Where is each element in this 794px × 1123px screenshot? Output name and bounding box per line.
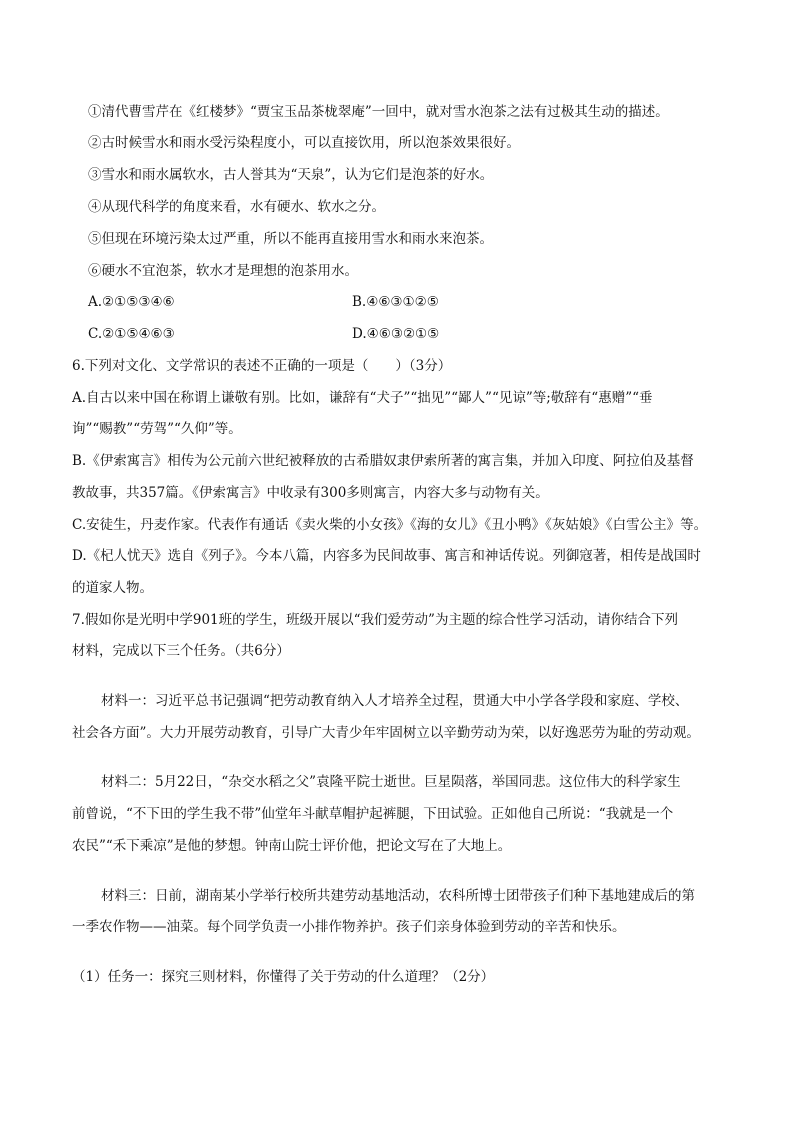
sentence-2: ②古时候雪水和雨水受污染程度小，可以直接饮用，所以泡茶效果很好。 bbox=[88, 135, 520, 151]
sentence-5: ⑤但现在环境污染太过严重，所以不能再直接用雪水和雨水来泡茶。 bbox=[88, 231, 493, 247]
material-3: 材料三：日前，湖南某小学举行校所共建劳动基地活动，农科所博士团带孩子们种下基地建成后的第 bbox=[101, 888, 695, 904]
material-2-cont2: 农民”“禾下乘凉”是他的梦想。钟南山院士评价他，把论文写在了大地上。 bbox=[72, 838, 512, 854]
sentence-3: ③雪水和雨水属软水，古人誉其为“天泉”，认为它们是泡茶的好水。 bbox=[88, 167, 494, 183]
sentence-6: ⑥硬水不宜泡茶，软水才是理想的泡茶用水。 bbox=[88, 263, 358, 279]
material-2: 材料二：5月22日，“杂交水稻之父”袁隆平院士逝世。巨星陨落，举国同悲。这位伟大的科学家生 bbox=[101, 774, 681, 790]
question-7-stem-cont: 材料，完成以下三个任务。（共6分） bbox=[72, 643, 290, 659]
q6-option-b: B.《伊索寓言》相传为公元前六世纪被释放的古希腊奴隶伊索所著的寓言集，并加入印度、阿拉伯及基督 bbox=[72, 453, 694, 469]
q6-option-d-cont: 的道家人物。 bbox=[72, 580, 153, 596]
option-b: B.④⑥③①②⑤ bbox=[352, 294, 439, 310]
material-3-cont: 一季农作物——油菜。每个同学负责一小排作物养护。孩子们亲身体验到劳动的辛苦和快乐。 bbox=[72, 919, 626, 935]
material-1-cont: 社会各方面”。大力开展劳动教育，引导广大青少年牢固树立以辛勤劳动为荣，以好逸恶劳为耻的劳动观。 bbox=[72, 725, 700, 741]
q6-option-d: D.《杞人忧天》选自《列子》。今本八篇，内容多为民间故事、寓言和神话传说。列御寇著，相传是战国时 bbox=[72, 548, 701, 564]
option-d: D.④⑥③②①⑤ bbox=[352, 326, 440, 342]
question-6-stem: 6.下列对文化、文学常识的表述不正确的一项是（ ）（3分） bbox=[72, 358, 452, 374]
q6-option-a: A.自古以来中国在称谓上谦敬有别。比如，谦辞有“犬子”“拙见”“鄙人”“见谅”等;敬辞有“惠赠”“垂 bbox=[72, 390, 653, 406]
material-1: 材料一：习近平总书记强调“把劳动教育纳入人才培养全过程，贯通大中小学各学段和家庭、学校、 bbox=[101, 693, 689, 709]
sentence-4: ④从现代科学的角度来看，水有硬水、软水之分。 bbox=[88, 199, 385, 215]
task-1: （1）任务一：探究三则材料，你懂得了关于劳动的什么道理？（2分） bbox=[72, 969, 495, 985]
q6-option-c: C.安徒生，丹麦作家。代表作有通话《卖火柴的小女孩》《海的女儿》《丑小鸭》《灰姑娘》《白雪公主》等。 bbox=[72, 517, 708, 533]
option-c: C.②①⑤④⑥③ bbox=[88, 326, 175, 342]
q6-option-b-cont: 教故事，共357篇。《伊索寓言》中收录有300多则寓言，内容大多与动物有关。 bbox=[72, 485, 549, 501]
question-7-stem: 7.假如你是光明中学901班的学生，班级开展以“我们爱劳动”为主题的综合性学习活动，请你结合下列 bbox=[72, 612, 678, 628]
q6-option-a-cont: 询”“赐教”“劳驾”“久仰”等。 bbox=[72, 421, 242, 437]
sentence-1: ①清代曹雪芹在《红楼梦》“贾宝玉品茶栊翠庵”一回中，就对雪水泡茶之法有过极其生动的描述。 bbox=[88, 104, 669, 120]
material-2-cont: 前曾说，“不下田的学生我不带”仙堂年斗献草帽护起裤腿，下田试验。正如他自己所说：“我就是一个 bbox=[72, 806, 674, 822]
option-a: A.②①⑤③④⑥ bbox=[88, 294, 175, 310]
